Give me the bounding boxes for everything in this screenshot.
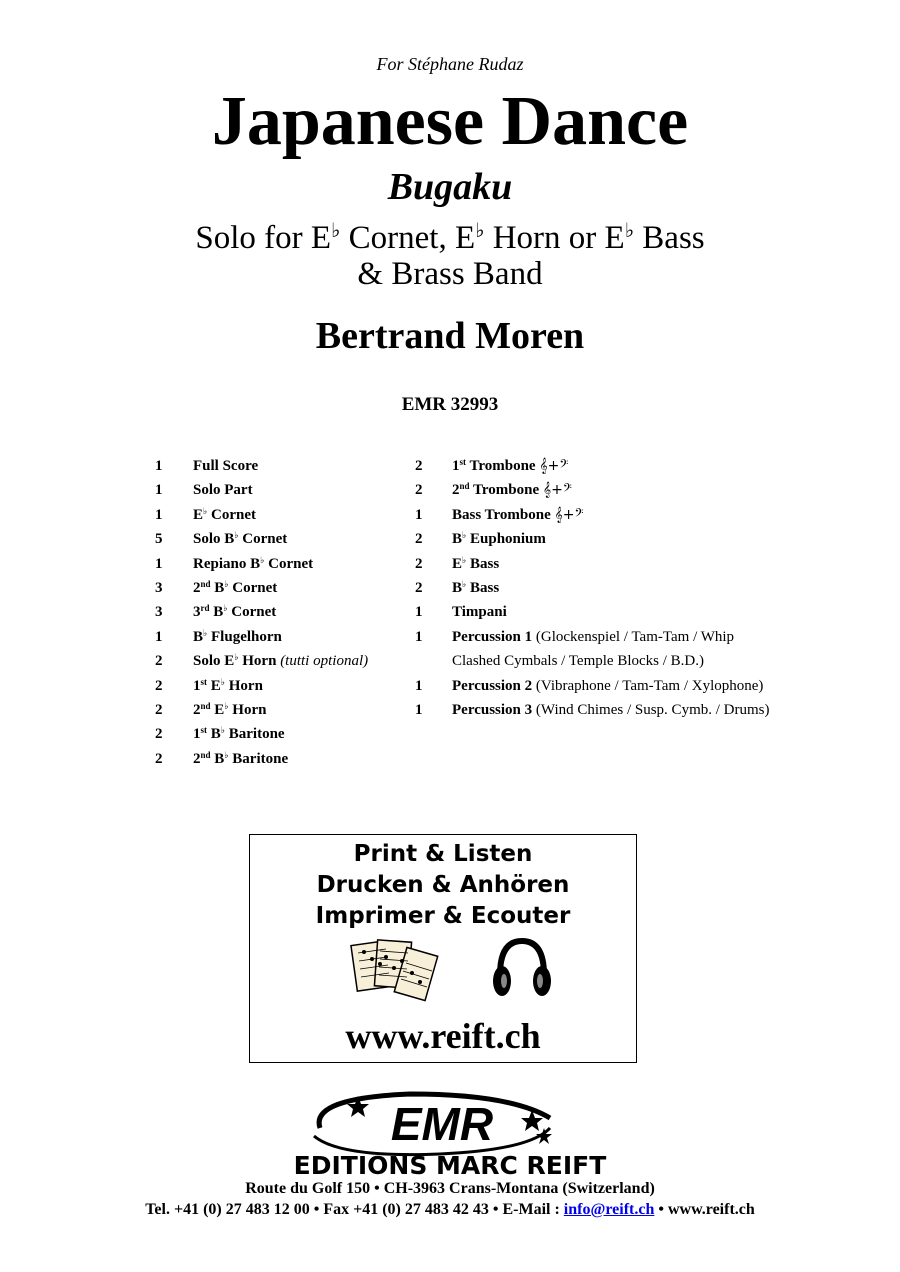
part-name: Solo Part	[193, 482, 253, 499]
page-title: Japanese Dance	[211, 83, 689, 160]
part-quantity: 1	[155, 458, 163, 474]
part-name: 3rd B♭ Cornet	[193, 603, 277, 621]
part-name: 2nd B♭ Cornet	[193, 579, 278, 596]
part-name: Timpani	[452, 604, 507, 621]
part-quantity: 1	[155, 555, 163, 572]
part-name: 1st Trombone 𝄞+𝄢	[452, 457, 569, 474]
publisher-contact: Tel. +41 (0) 27 483 12 00 • Fax +41 (0) 27 483 42 43 • E-Mail : info@reift.ch • www.reift.ch	[145, 1201, 755, 1218]
part-name: Solo B♭ Cornet	[193, 530, 288, 548]
publisher-address: Route du Golf 150 • CH-3963 Crans-Montana (Switzerland)	[245, 1180, 655, 1197]
part-quantity: 1	[415, 604, 423, 621]
part-quantity: 1	[415, 506, 423, 523]
part-quantity: 1	[155, 482, 163, 499]
part-detail-continued: Clashed Cymbals / Temple Blocks / B.D.)	[452, 653, 704, 670]
print-listen-box[interactable]	[249, 834, 637, 1063]
part-quantity: 2	[155, 750, 163, 767]
promo-line-3: Imprimer & Ecouter	[315, 903, 571, 929]
sheet-music-icon	[350, 937, 442, 1009]
part-quantity: 2	[415, 458, 423, 474]
part-name: E♭ Cornet	[193, 505, 257, 523]
part-name: Percussion 2 (Vibraphone / Tam-Tam / Xylophone)	[452, 677, 764, 694]
part-name: Bass Trombone 𝄞+𝄢	[452, 506, 584, 523]
promo-line-2: Drucken & Anhören	[316, 872, 570, 898]
part-name: 1st E♭ Horn	[193, 676, 263, 694]
parts-list-left	[155, 458, 415, 778]
part-name: B♭ Flugelhorn	[193, 627, 282, 645]
part-quantity: 1	[415, 702, 423, 718]
part-name: Percussion 1 (Glockenspiel / Tam-Tam / Whip	[452, 628, 735, 645]
part-name: B♭ Euphonium	[452, 530, 546, 548]
part-quantity: 2	[155, 726, 163, 743]
instrumentation-line-1: Solo for E♭ Cornet, E♭ Horn or E♭ Bass	[195, 220, 705, 256]
part-name: 2nd B♭ Baritone	[193, 749, 289, 767]
part-quantity: 1	[415, 628, 423, 645]
instrumentation-line-2: & Brass Band	[357, 256, 543, 292]
part-quantity: 2	[155, 653, 163, 670]
email-link[interactable]: info@reift.ch	[563, 1201, 655, 1218]
part-quantity: 2	[155, 702, 163, 718]
part-quantity: 2	[415, 531, 423, 548]
subtitle: Bugaku	[387, 166, 513, 208]
composer: Bertrand Moren	[315, 315, 585, 357]
part-quantity: 2	[155, 677, 163, 694]
headphones-icon	[490, 935, 554, 1001]
instrumentation	[0, 220, 900, 292]
svg-text:EMR: EMR	[390, 1098, 494, 1150]
part-name: Repiano B♭ Cornet	[193, 554, 314, 572]
part-quantity: 2	[415, 482, 423, 499]
part-quantity: 1	[415, 677, 423, 694]
part-name: 2nd E♭ Horn	[193, 701, 267, 718]
catalog-number: EMR 32993	[401, 394, 499, 415]
emr-logo	[250, 1088, 650, 1178]
part-name: 1st B♭ Baritone	[193, 725, 285, 743]
part-quantity: 5	[155, 531, 163, 548]
part-name: 2nd Trombone 𝄞+𝄢	[452, 481, 572, 499]
part-name: Percussion 3 (Wind Chimes / Susp. Cymb. / Drums)	[452, 702, 770, 718]
part-quantity: 1	[155, 506, 163, 523]
part-quantity: 3	[155, 580, 163, 596]
website-url[interactable]: www.reift.ch	[345, 1016, 541, 1056]
part-name: Solo E♭ Horn (tutti optional)	[193, 652, 369, 670]
part-quantity: 1	[155, 628, 163, 645]
dedication: For Stéphane Rudaz	[376, 54, 524, 74]
svg-text:EDITIONS MARC REIFT: EDITIONS MARC REIFT	[293, 1151, 607, 1178]
part-quantity: 3	[155, 604, 163, 621]
promo-line-1: Print & Listen	[353, 841, 533, 867]
part-quantity: 2	[415, 580, 423, 596]
part-name: E♭ Bass	[452, 554, 500, 572]
parts-list-right	[415, 458, 875, 738]
part-quantity: 2	[415, 555, 423, 572]
part-name: B♭ Bass	[452, 579, 500, 596]
part-name: Full Score	[193, 458, 259, 474]
